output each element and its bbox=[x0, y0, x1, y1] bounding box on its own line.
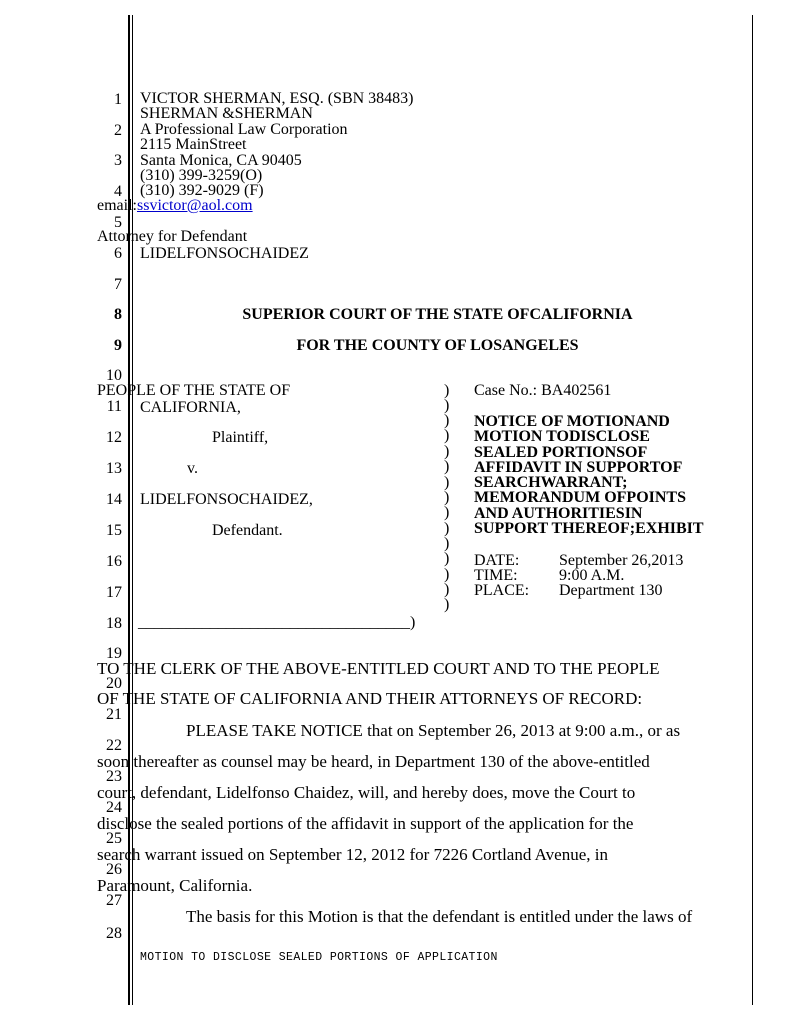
motion-title-line: MOTION TODISCLOSE bbox=[474, 428, 650, 445]
line-number: 15 bbox=[106, 522, 122, 539]
body-line: PLEASE TAKE NOTICE that on September 26, 2013 at 9:00 a.m., or as bbox=[186, 721, 681, 740]
hearing-time-label: TIME: bbox=[474, 567, 518, 584]
line-number: 8 bbox=[114, 306, 122, 323]
caption-paren: ) bbox=[444, 535, 450, 552]
body-line: Paramount, California. bbox=[97, 876, 253, 895]
caption-paren: ) bbox=[444, 550, 450, 567]
line-number: 18 bbox=[106, 615, 122, 632]
caption-paren: ) bbox=[444, 581, 450, 598]
line-number: 3 bbox=[114, 152, 122, 169]
line-number: 24 bbox=[106, 799, 122, 816]
line-number: 1 bbox=[114, 91, 122, 108]
defendant-label: Defendant. bbox=[212, 522, 283, 539]
case-number: Case No.: BA402561 bbox=[474, 382, 612, 399]
line-number: 22 bbox=[106, 737, 122, 754]
caption-paren: ) bbox=[444, 458, 450, 475]
line-number: 2 bbox=[114, 122, 122, 139]
line-number: 21 bbox=[106, 706, 122, 723]
line-number: 23 bbox=[106, 768, 122, 785]
line-number: 5 bbox=[114, 214, 122, 231]
motion-title-line: NOTICE OF MOTIONAND bbox=[474, 413, 670, 430]
plaintiff-line-1: PEOPLE OF THE STATE OF bbox=[97, 382, 291, 399]
plaintiff-label: Plaintiff, bbox=[212, 429, 269, 446]
line-number: 4 bbox=[114, 183, 122, 200]
hearing-time-value: 9:00 A.M. bbox=[559, 567, 625, 584]
court-title: SUPERIOR COURT OF THE STATE OFCALIFORNIA bbox=[242, 306, 633, 323]
firm-city: Santa Monica, CA 90405 bbox=[140, 152, 302, 169]
line-number: 28 bbox=[106, 925, 122, 942]
caption-paren: ) bbox=[444, 489, 450, 506]
body-line: OF THE STATE OF CALIFORNIA AND THEIR ATTORNEYS OF RECORD: bbox=[97, 689, 643, 708]
firm-fax: (310) 392-9029 (F) bbox=[140, 182, 264, 199]
caption-paren: ) bbox=[444, 596, 450, 613]
body-line: disclose the sealed portions of the affidavit in support of the application for the bbox=[97, 814, 634, 833]
versus: v. bbox=[187, 460, 198, 477]
caption-paren: ) bbox=[444, 382, 450, 399]
email-label: email: bbox=[97, 197, 137, 214]
line-number: 20 bbox=[106, 675, 122, 692]
attorney-name: VICTOR SHERMAN, ESQ. (SBN 38483) bbox=[140, 90, 414, 107]
line-number: 25 bbox=[106, 830, 122, 847]
caption-paren: ) bbox=[444, 474, 450, 491]
client-name: LIDELFONSOCHAIDEZ bbox=[140, 245, 309, 262]
motion-title-line: SUPPORT THEREOF;EXHIBIT bbox=[474, 520, 704, 537]
caption-paren: ) bbox=[444, 443, 450, 460]
caption-paren: ) bbox=[444, 520, 450, 537]
line-number: 26 bbox=[106, 861, 122, 878]
body-line: soon thereafter as counsel may be heard, in Department 130 of the above-entitled bbox=[97, 752, 650, 771]
motion-title-line: SEALED PORTIONSOF bbox=[474, 444, 648, 461]
plaintiff-line-2: CALIFORNIA, bbox=[140, 399, 241, 416]
firm-street: 2115 MainStreet bbox=[140, 136, 247, 153]
motion-title-line: SEARCHWARRANT; bbox=[474, 474, 628, 491]
page-footer: MOTION TO DISCLOSE SEALED PORTIONS OF APPLICATION bbox=[140, 951, 498, 964]
line-number: 13 bbox=[106, 460, 122, 477]
hearing-place-value: Department 130 bbox=[559, 582, 663, 599]
hearing-place-label: PLACE: bbox=[474, 582, 530, 599]
line-number: 17 bbox=[106, 584, 122, 601]
caption-paren: ) bbox=[444, 566, 450, 583]
defendant-name: LIDELFONSOCHAIDEZ, bbox=[140, 491, 313, 508]
firm-phone: (310) 399-3259(O) bbox=[140, 167, 263, 184]
firm-type: A Professional Law Corporation bbox=[140, 121, 348, 138]
body-line: The basis for this Motion is that the defendant is entitled under the laws of bbox=[186, 907, 693, 926]
caption-underline: __________________________________) bbox=[138, 614, 416, 631]
email-line bbox=[97, 198, 253, 213]
caption-paren: ) bbox=[444, 504, 450, 521]
line-number: 19 bbox=[106, 645, 122, 662]
line-number: 10 bbox=[106, 367, 122, 384]
caption-paren: ) bbox=[444, 427, 450, 444]
body-line: court, defendant, Lidelfonso Chaidez, will, and hereby does, move the Court to bbox=[97, 783, 636, 802]
line-number: 27 bbox=[106, 892, 122, 909]
attorney-for: Attorney for Defendant bbox=[97, 228, 248, 245]
hearing-date-value: September 26,2013 bbox=[559, 552, 684, 569]
line-number: 11 bbox=[106, 398, 122, 415]
email-link[interactable]: ssvictor@aol.com bbox=[136, 197, 253, 214]
line-number: 6 bbox=[114, 245, 122, 262]
court-county: FOR THE COUNTY OF LOSANGELES bbox=[296, 337, 579, 354]
line-number: 12 bbox=[106, 429, 122, 446]
firm-name: SHERMAN &SHERMAN bbox=[140, 105, 313, 122]
caption-paren: ) bbox=[444, 412, 450, 429]
right-margin-rule bbox=[752, 15, 753, 1005]
line-number: 14 bbox=[106, 491, 122, 508]
motion-title-line: AND AUTHORITIESIN bbox=[474, 505, 643, 522]
motion-title-line: AFFIDAVIT IN SUPPORTOF bbox=[474, 459, 683, 476]
body-line: TO THE CLERK OF THE ABOVE-ENTITLED COURT AND TO THE PEOPLE bbox=[97, 659, 660, 678]
body-line: search warrant issued on September 12, 2012 for 7226 Cortland Avenue, in bbox=[97, 845, 608, 864]
hearing-date-label: DATE: bbox=[474, 552, 520, 569]
caption-paren: ) bbox=[444, 397, 450, 414]
motion-title-line: MEMORANDUM OFPOINTS bbox=[474, 489, 686, 506]
line-number: 9 bbox=[114, 337, 122, 354]
line-number: 16 bbox=[106, 553, 122, 570]
line-number: 7 bbox=[114, 276, 122, 293]
